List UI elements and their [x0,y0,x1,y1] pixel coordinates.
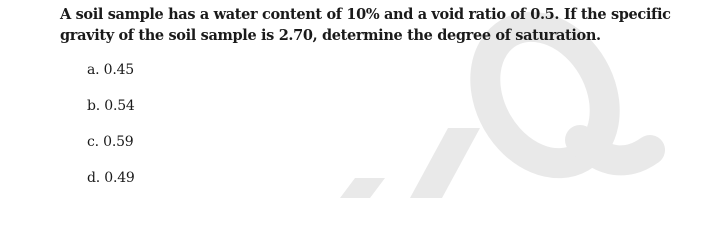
option-c[interactable]: c. 0.59 [87,134,134,150]
option-b[interactable]: b. 0.54 [87,98,135,114]
answer-options [87,60,135,204]
option-d[interactable]: d. 0.49 [87,170,135,186]
question-text: A soil sample has a water content of 10% and a void ratio of 0.5. If the specific gravity of the soil sample is 2.70, determine the degree of saturation. [60,6,671,44]
watermark-i-glyph [340,128,480,198]
option-a[interactable]: a. 0.45 [87,62,135,78]
